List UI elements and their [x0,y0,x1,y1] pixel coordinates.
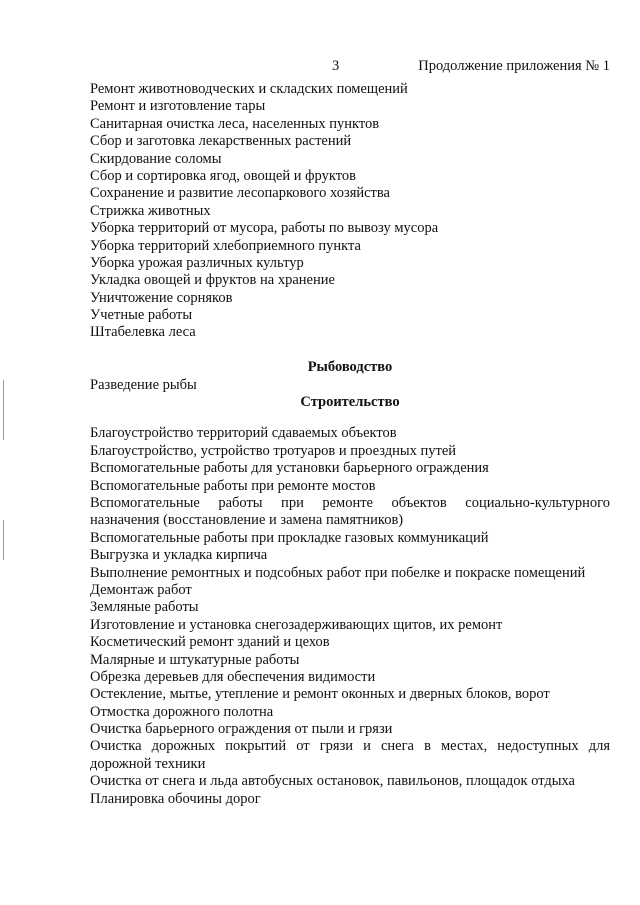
list-item: Выгрузка и укладка кирпича [90,547,268,564]
list-item: Малярные и штукатурные работы [90,651,300,668]
section-heading-construction: Строительство [300,394,400,411]
list-item: Демонтаж работ [90,581,192,598]
list-item: Штабелевка леса [90,324,196,341]
list-item: Земляные работы [90,599,199,616]
list-item: Сохранение и развитие лесопаркового хозяйства [90,185,390,202]
list-item: Укладка овощей и фруктов на хранение [90,272,335,289]
list-item: Стрижка животных [90,202,211,219]
list-item: Сбор и заготовка лекарственных растений [90,133,352,150]
spacer [90,342,610,359]
list-item: Благоустройство, устройство тротуаров и проездных путей [90,442,457,459]
list-item: Благоустройство территорий сдаваемых объектов [90,425,397,442]
list-item: Очистка барьерного ограждения от пыли и грязи [90,721,393,738]
list-item: Скирдование соломы [90,150,222,167]
list-item: Изготовление и установка снегозадерживающих щитов, их ремонт [90,616,503,633]
scan-edge-mark [3,520,4,560]
list-item-continuation: дорожной техники [90,755,206,772]
list-item: Вспомогательные работы при прокладке газовых коммуникаций [90,529,489,546]
list-item: Разведение рыбы [90,376,197,393]
continuation-note: Продолжение приложения № 1 [418,58,610,74]
list-item: Выполнение ремонтных и подсобных работ при побелке и покраске помещений [90,564,586,581]
list-item: Уборка территорий хлебоприемного пункта [90,237,361,254]
list-item: Ремонт животноводческих и складских помещений [90,81,408,97]
list-item: Планировка обочины дорог [90,790,261,807]
list-item: Очистка дорожных покрытий от грязи и снега в местах, недоступных для [90,738,610,755]
list-item: Остекление, мытье, утепление и ремонт оконных и дверных блоков, ворот [90,686,550,703]
list-item: Очистка от снега и льда автобусных остановок, павильонов, площадок отдыха [90,773,575,790]
list-item: Вспомогательные работы при ремонте мостов [90,477,376,494]
list-item: Учетные работы [90,307,193,324]
document-body [90,81,610,808]
scan-edge-mark [3,380,4,440]
list-item: Уборка урожая различных культур [90,254,304,271]
list-item-continuation: назначения (восстановление и замена памятников) [90,512,404,529]
list-item: Ремонт и изготовление тары [90,98,266,115]
list-item: Сбор и сортировка ягод, овощей и фруктов [90,167,356,184]
list-item: Вспомогательные работы для установки барьерного ограждения [90,460,489,477]
list-item: Уничтожение сорняков [90,289,233,306]
list-item: Санитарная очистка леса, населенных пунктов [90,115,380,132]
page-number: 3 [332,58,340,74]
list-item: Вспомогательные работы при ремонте объектов социально-культурного [90,494,610,511]
list-item: Косметический ремонт зданий и цехов [90,634,330,651]
section-heading-fish: Рыбоводство [307,359,393,376]
list-item: Уборка территорий от мусора, работы по вывозу мусора [90,220,439,237]
list-item: Отмостка дорожного полотна [90,703,274,720]
list-item: Обрезка деревьев для обеспечения видимости [90,668,376,685]
spacer [90,411,610,425]
